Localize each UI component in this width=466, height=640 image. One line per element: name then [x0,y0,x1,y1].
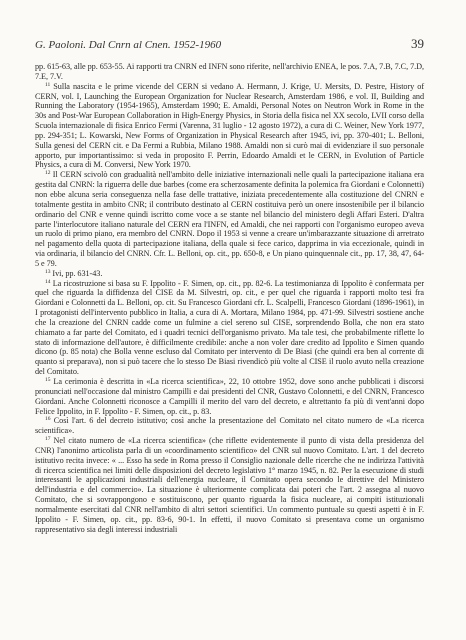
footnote-text: Sulla nascita e le prime vicende del CERN si vedano A. Hermann, J. Krige, U. Mersits, D. Pestre, History of CERN, vol. I, Launching the European Organization for Nuclear Research, Amsterdam 1986, e vol. II, Building and Running the Laboratory (1954-1965), Amsterdam 1990; E. Amaldi, Personal Notes on Neutron Work in Rome in the 30s and Post-War European Collaboration in High-Energy Physics, in Storia della fisica nel XX secolo, LVII corso della Scuola internazionale di fisica Enrico Fermi (Varenna, 31 luglio - 12 agosto 1972), a cura di C. Weiner, New York 1977, pp. 294-351; L. Kowarski, New Forms of Organization in Physical Research after 1945, ivi, pp. 370-401; L. Belloni, Sulla genesi del CERN cit. e Da Fermi a Rubbia, Milano 1988. Amaldi non si curò mai di evidenziare il suo personale apporto, pur importantissimo: si veda in proposito F. Perrin, Edoardo Amaldi et le CERN, in Evolution of Particle Physics, a cura di M. Conversi, New York 1970. [35,81,424,170]
footnote-number: 13 [45,268,51,275]
footnote-14 [35,279,424,377]
footnote-text: Nel citato numero de «La ricerca scientifica» (che riflette evidentemente il punto di vista della presidenza del CNR) l'anonimo articolista parla di un «coordinamento scientifico» del CNR sul nuovo Comitato. L'art. 1 del decreto istitutivo recita invece: « ... Esso ha sede in Roma presso il Consiglio nazionale delle ricerche che ne indirizza l'attività di ricerca scientifica nei limiti delle disposizioni del decreto legislativo 1° marzo 1945, n. 82. Per la esecuzione di studi interessanti le applicazioni industriali dell'energia nucleare, il Comitato opera secondo le direttive del Ministero dell'industria e del commercio». La situazione è ulteriormente complicata dai poteri che l'art. 2 assegna al nuovo Comitato, che si sovrappongono e sostituiscono, per quanto riguarda la fisica nucleare, ai compiti istituzionali normalmente esercitati dal CNR nell'ambito di altri settori scientifici. Un commento puntuale su questi aspetti è in F. Ippolito - F. Simen, op. cit., pp. 83-6, 90-1. In effetti, il nuovo Comitato si presentava come un organismo rappresentativo sia degli interessi industriali [35,436,424,534]
footnote-number: 14 [45,278,51,285]
footnote-16 [35,416,424,436]
footnote-11 [35,82,424,171]
footnote-text: pp. 615-63, alle pp. 653-55. Ai rapporti tra CNRN ed INFN sono riferite, nell'archivio ENEA, le pos. 7.A, 7.B, 7.C, 7.D, 7.E, 7.V. [35,62,424,81]
footnote-number: 17 [45,436,51,443]
footnote-13 [35,269,424,279]
footnote-number: 15 [45,377,51,383]
footnote-17 [35,436,424,534]
footnote-text: Ivi, pp. 631-43. [52,268,103,278]
footnotes-body [35,62,424,535]
page-number: 39 [411,36,424,51]
footnote-text: Il CERN scivolò con gradualità nell'ambito delle iniziative internazionali nelle quali la partecipazione italiana era gestita dal CNRN: la riguerra delle due barbes (come era scherzosamente definita la polemica fra Giordani e Colonnetti) non ebbe alcuna seria conseguenza nella fase delle trattative, iniziata precedentemente alla costituzione del CNRN e totalmente gestita in ambito CNR; il contributo destinato al CERN costituiva però un onere insostenibile per il bilancio ordinario del CNR e venne quindi iscritto come voce a se stante nel bilancio del ministero degli Affari Esteri. D'altra parte l'interlocutore italiano naturale del CERN era l'INFN, ed Amaldi, che nei rapporti con l'organismo europeo aveva un ruolo di primo piano, era membro del CNRN. Dopo il 1953 si venne a creare un'imbarazzante situazione di arretrato nel pagamento della quota di partecipazione italiana, della quale si fece carico, dapprima in via eccezionale, quindi in via ordinaria, il bilancio del CNRN. Cfr. L. Belloni, op. cit., pp. 650-8, e Un piano quinquennale cit., pp. 17, 38, 47, 64-5 e 79. [35,170,424,268]
page-header [35,36,424,52]
footnote-text: La ricostruzione si basa su F. Ippolito - F. Simen, op. cit., pp. 82-6. La testimonianza di Ippolito è confermata per quel che riguarda la diffidenza del CISE da M. Silvestri, op. cit., e per quel che riguarda i rapporti molto tesi fra Giordani e Colonnetti da L. Belloni, op. cit. Su Francesco Giordani cfr. L. Scalpelli, Francesco Giordani (1896-1961), in I protagonisti dell'intervento pubblico in Italia, a cura di A. Mortara, Milano 1984, pp. 471-99. Silvestri sostiene anche che la creazione del CNRN cadde come un fulmine a ciel sereno sul CISE, sorprendendo Bolla, che non era stato chiamato a far parte del Comitato, ed i quadri tecnici dell'organismo privato. Ma tale tesi, che probabilmente riflette lo stato di informazione dell'autore, è difficilmente credibile: anche a non voler dare credito ad Ippolito e Simen quando dicono (p. 85 nota) che Bolla venne escluso dal Comitato per intervento di De Biasi (che quindi era ben al corrente di quanto si preparava), non si può tacere che lo stesso De Biasi rivendicò più volte al CISE il ruolo avuto nella creazione del Comitato. [35,278,424,377]
footnote-number: 12 [45,170,51,177]
footnote-continuation [35,62,424,82]
running-title: G. Paoloni. Dal Cnrn al Cnen. 1952-1960 [35,39,222,51]
footnote-number: 16 [45,416,51,423]
footnote-text: La cerimonia è descritta in «La ricerca scientifica», 22, 10 ottobre 1952, dove sono anche pubblicati i discorsi pronunciati nell'occasione dal ministro Campilli e dai presidenti del CNR, Gustavo Colonnetti, e del CNRN, Francesco Giordani. Anche Colonnetti riconosce a Campilli il merito del varo del decreto, e altrettanto fa più di vent'anni dopo Felice Ippolito, in F. Ippolito - F. Simen, op. cit., p. 83. [35,377,425,416]
footnote-number: 11 [45,81,51,88]
footnote-15 [35,377,424,416]
footnote-text: Così l'art. 6 del decreto istitutivo; così anche la presentazione del Comitato nel citato numero de «La ricerca scientifica». [35,416,425,436]
footnote-12 [35,170,424,268]
